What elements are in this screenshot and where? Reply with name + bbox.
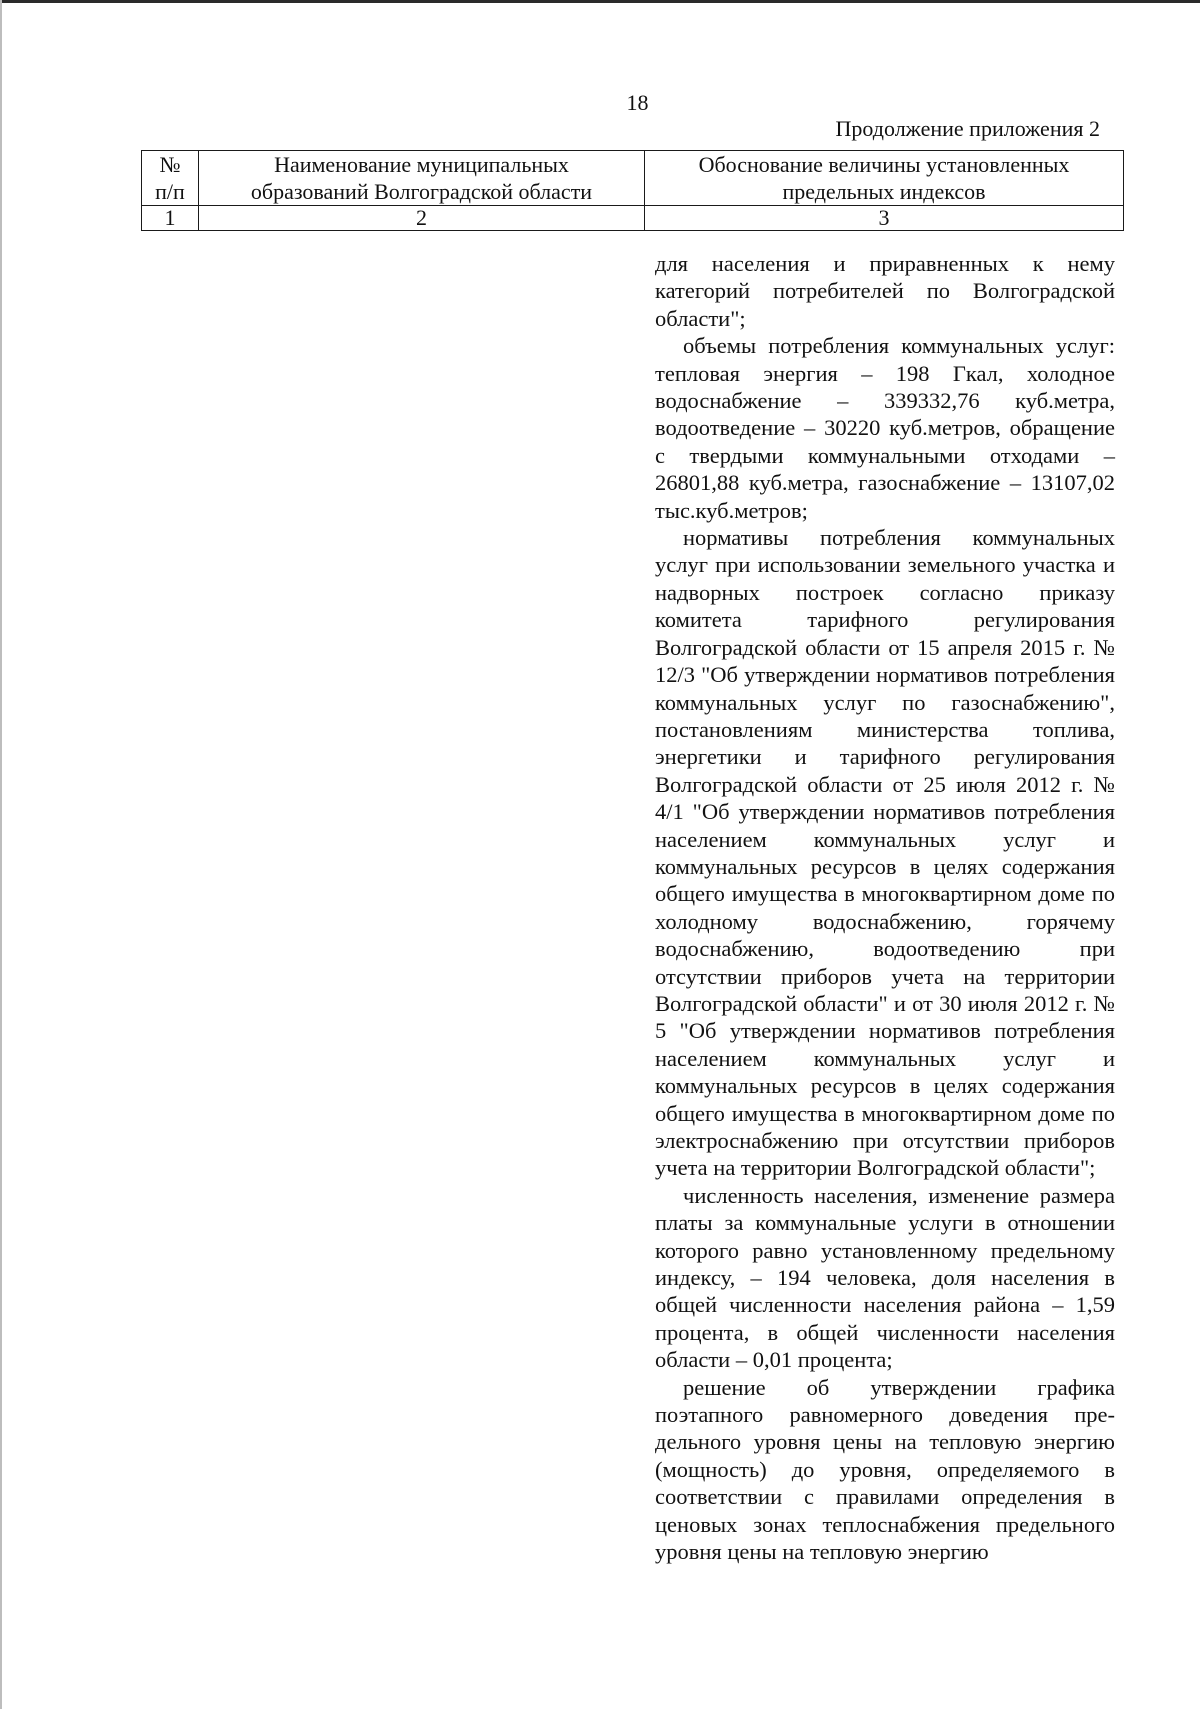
scan-edge-left [0,0,2,1709]
scan-edge-top [0,0,1200,3]
column-number-3: 3 [645,206,1124,231]
header-name-line2: образований Волгоградской области [250,179,593,204]
paragraph-consumption-norms: нормативы потребления коммунальных услуг при использовании земельного участка и надворных построек согласно приказу комитета тарифного регулирования Волгоградской области от 15 апреля 2015 г. № 12/3 "Об утверждении нормативов потребления коммунальных услуг по газоснабжению", постановлениям министерства топлива, энергетики и тарифного регулирования Волгоградской области от 25 июля 2012 г. № 4/1 "Об утверждении нормативов потребления населением коммунальных услуг и коммунальных ресурсов в целях содержания общего имущества в многоквартирном доме по холодному водоснабжению, горячему водоснабжению, водоотведению при отсутствии приборов учета на территории Волгоградской области" и от 30 июля 2012 г. № 5 "Об утверждении нормативов потребления населением коммунальных услуг и коммунальных ресурсов в целях содержания общего имущества в многоквартирном доме по электроснабжению при отсутствии приборов учета на территории Волгоградской области"; [655,525,1115,1181]
header-number-line2: п/п [155,179,185,204]
paragraph-price-schedule: решение об утверждении графика поэтапного равномерного доведения предельного уровня цены на тепловую энергию (мощность) до уровня, определяемого в соответствии с правилами определения в ценовых зонах теплоснабжения предельного уровня цены на тепловую энергию [655,1374,1115,1565]
column-number-2: 2 [199,206,645,231]
page-number: 18 [626,90,649,115]
justification-text [655,250,1115,1566]
header-table [141,150,1124,231]
continuation-label: Продолжение приложения 2 [835,116,1100,141]
header-name-line1: Наименование муниципальных [274,152,569,177]
header-cell-number [142,151,199,206]
header-cell-name [199,151,645,206]
paragraph-population-count: численность населения, изменение размера платы за коммунальные услуги в отношении которого равно установленному предельному индексу, – 194 человека, доля населения в общей численности населения района – 1,59 процента, в общей численности населения области – 0,01 процента; [655,1182,1115,1373]
paragraph-population-categories: для населения и приравненных к нему категорий потребителей по Волгоградской области"; [655,251,1115,331]
column-number-row [142,206,1124,231]
header-cell-justification [645,151,1124,206]
header-number-line1: № [159,152,181,177]
header-row [142,151,1124,206]
paragraph-consumption-volumes: объемы потребления коммунальных услуг: тепловая энергия – 198 Гкал, холодное водоснабжение – 339332,76 куб.метра, водоотведение – 30220 куб.метров, обращение с твердыми коммунальными отходами – 26801,88 куб.метра, газоснабжение – 13107,02 тыс.куб.метров; [655,333,1115,523]
header-justification-line1: Обоснование величины установленных [698,152,1070,177]
header-justification-line2: предельных индексов [782,179,986,204]
column-number-1: 1 [142,206,199,231]
